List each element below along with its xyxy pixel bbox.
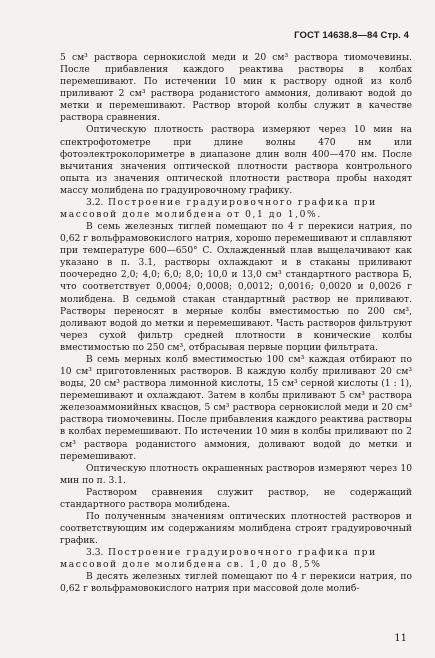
paragraph-flasks: В семь мерных колб вместимостью 100 см³ каждая отбирают по 10 см³ приготовленных растворов. В каждую колбу приливают 20 см³ воды, 20 см³ раствора лимонной кислоты, 15 см³ серной кислоты (1 : 1), перемешивают и охлаждают. Затем в колбы приливают 5 см³ раствора железоаммонийных квасцов, 5 см³ раствора сернокислой меди и 20 см³ раствора тиомочевины. После прибавления каждого реактива растворы в колбах перемешивают. По истечении 10 мин в колбы приливают по 2 см³ раствора роданистого аммония, доливают водой до метки и перемешивают.	[60, 354, 413, 462]
section-number: 3.2.	[86, 197, 104, 208]
page-number: 11	[394, 633, 407, 644]
section-heading-3-2	[60, 197, 412, 221]
section-number: 3.3.	[86, 548, 104, 559]
paragraph-graph: По полученным значениям оптических плотностей растворов и соответствующим им содержаниям молибдена строят градуировочный график.	[60, 511, 412, 547]
body-text	[60, 52, 412, 596]
paragraph-crucibles: В семь железных тиглей помещают по 4 г перекиси натрия, по 0,62 г вольфрамовокислого натрия, хорошо перемешивают и сплавляют при температуре 600—650° С. Охлажденный плав выщелачивают как указано в п. 3.1, растворы охлаждают и в стаканы приливают поочередно 2,0; 4,0; 6,0; 8,0; 10,0 и 13,0 см³ стандартного раствора Б, что соответствует 0,0004; 0,0008; 0,0012; 0,0016; 0,0020 и 0,0026 г молибдена. В седьмой стакан стандартный раствор не приливают. Растворы переносят в мерные колбы вместимостью по 200 см³, доливают водой до метки и перемешивают. Часть растворов фильтруют через сухой фильтр средней плотности в конические колбы вместимостью по 250 см³, отбрасывая первые порции фильтрата.	[60, 222, 412, 353]
section-title: Построение градуировочного графика при массовой доле молибдена от 0,1 до 1,0%.	[60, 197, 377, 221]
paragraph-measure: Оптическую плотность окрашенных растворов измеряют через 10 мин по п. 3.1.	[60, 463, 412, 486]
paragraph-ten-crucibles: В десять железных тиглей помещают по 4 г перекиси натрия, по 0,62 г вольфрамовокислого натрия при массовой доле молиб-	[60, 572, 412, 595]
section-title: Построение градуировочного графика при массовой доле молибдена св. 1,0 до 8,5%	[60, 548, 377, 571]
paragraph-optical-density: Оптическую плотность раствора измеряют через 10 мин на спектрофотометре при длине волны 470 нм или фотоэлектроколориметре в диапазоне длин волн 400—470 нм. После вычитания значения оптической плотности раствора контрольного опыта из значения оптической плотности раствора пробы находят массу молибдена по градуировочному графику.	[60, 125, 412, 196]
paragraph-continuation: 5 см³ раствора сернокислой меди и 20 см³ раствора тиомочевины. После прибавления каждого реактива растворы в колбах перемешивают. По истечении 10 мин к раствору одной из колб приливают 2 см³ раствора роданистого аммония, доливают водой до метки и перемешивают. Раствор второй колбы служит в качестве раствора сравнения.	[60, 53, 412, 124]
standard-header: ГОСТ 14638.8—84 Стр. 4	[294, 30, 409, 41]
section-heading-3-3	[60, 547, 412, 571]
paragraph-reference: Раствором сравнения служит раствор, не содержащий стандартного раствора молибдена.	[60, 487, 412, 510]
